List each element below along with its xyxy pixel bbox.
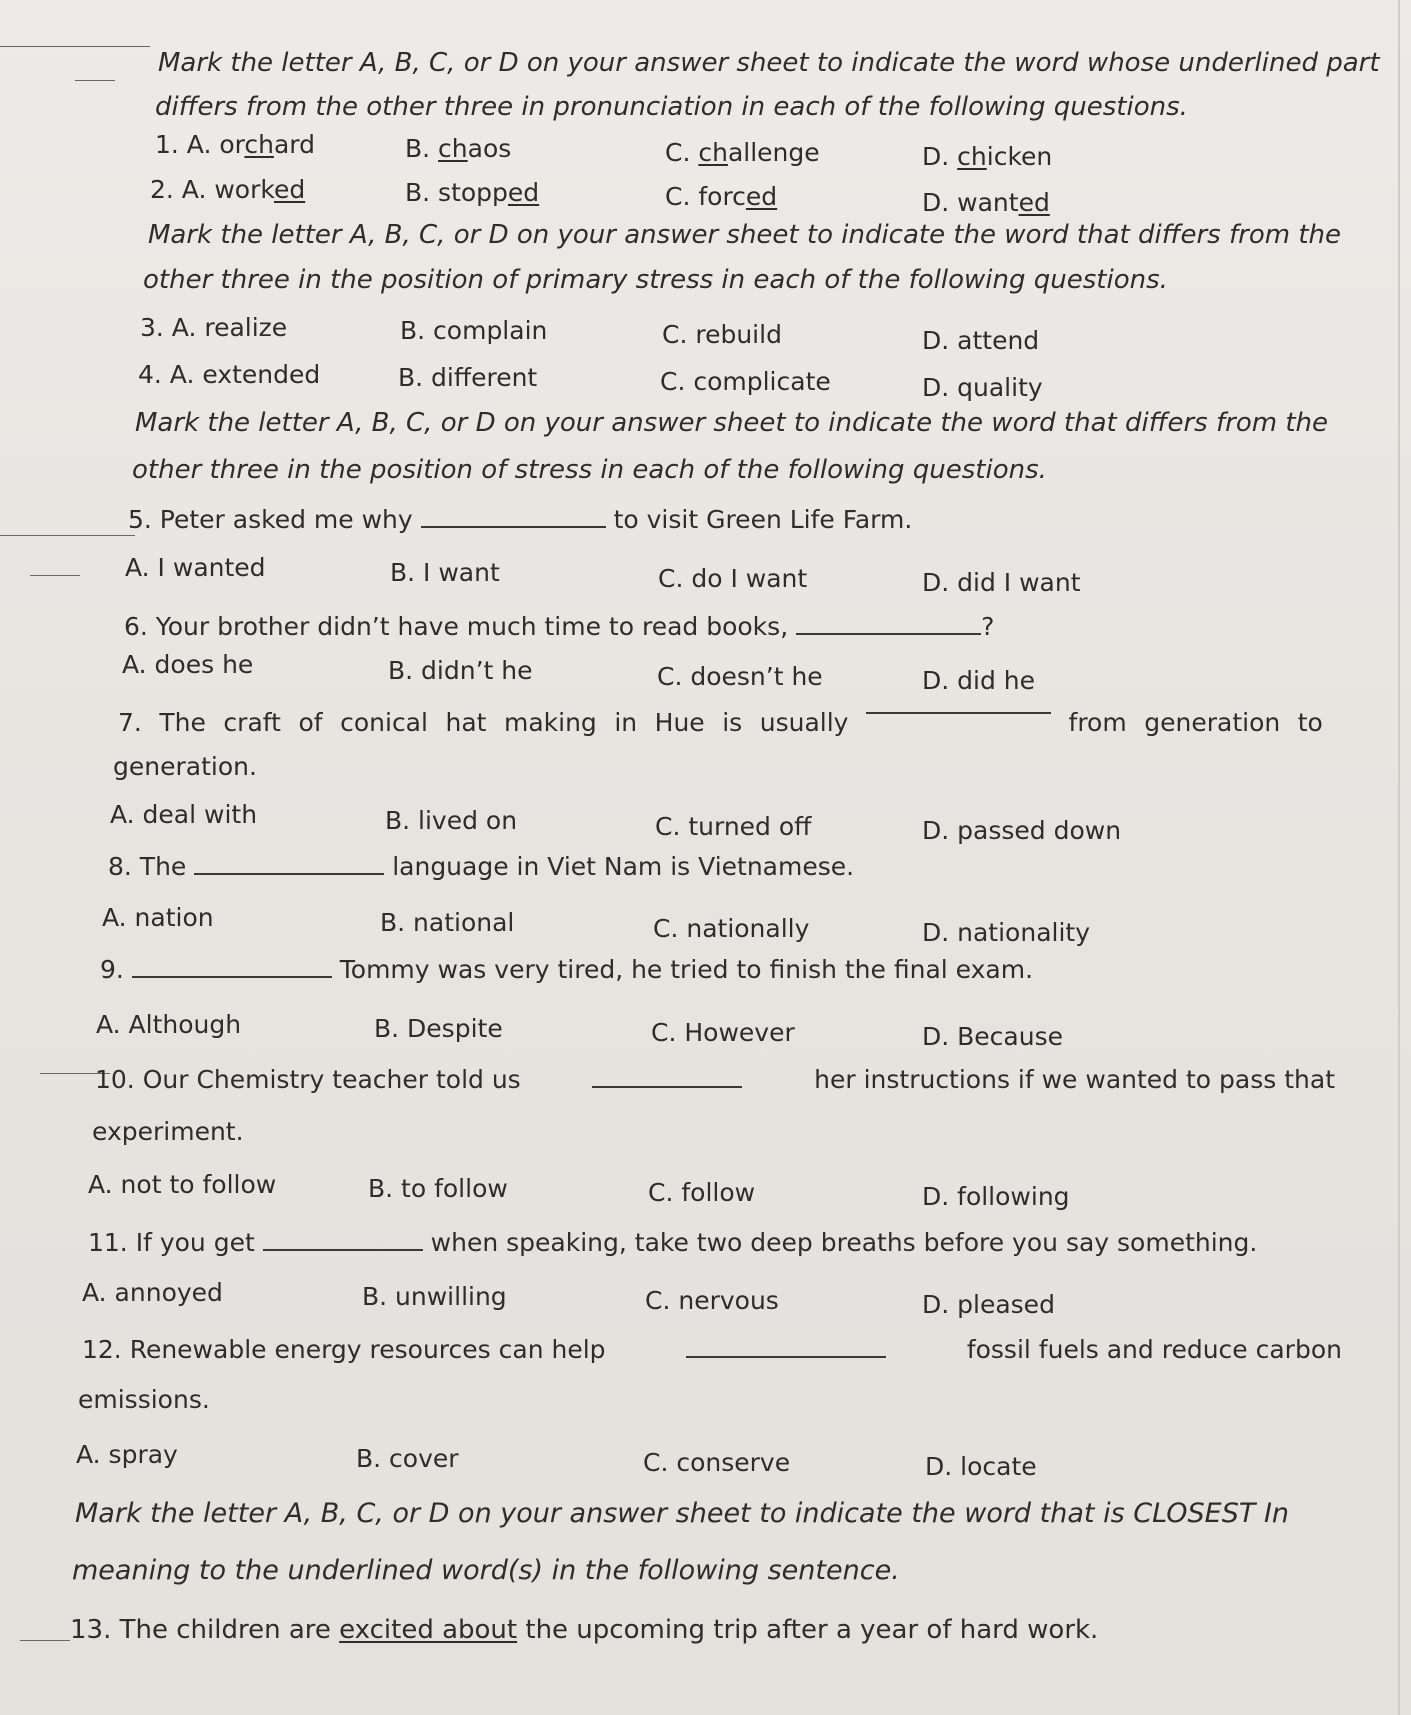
q3-option-b: B. complain [400, 316, 548, 345]
q7-stem: 7. The craft of conical hat making in Hue is usually from generation to [118, 708, 1323, 737]
q12-option-d: D. locate [925, 1452, 1037, 1481]
q1-option-d: D. chicken [922, 142, 1053, 171]
q2-option-b: B. stopped [405, 178, 540, 207]
q10-option-c: C. follow [648, 1178, 756, 1207]
q7-option-c: C. turned off [655, 812, 812, 841]
q4-option-b: B. different [398, 363, 538, 392]
q2-option-c: C. forced [665, 182, 778, 211]
q12-option-c: C. conserve [643, 1448, 791, 1477]
q8-option-a: A. nation [102, 903, 214, 932]
instruction-pronunciation-1: Mark the letter A, B, C, or D on your answer sheet to indicate the word whose underlined part [158, 48, 1380, 78]
q13-underlined-phrase: excited about [339, 1615, 518, 1645]
q9-option-b: B. Despite [374, 1014, 503, 1043]
q11-option-a: A. annoyed [82, 1278, 223, 1307]
q8-blank [194, 869, 384, 875]
q10-stem: 10. Our Chemistry teacher told us her instructions if we wanted to pass that [95, 1065, 1335, 1094]
q3-option-d: D. attend [922, 326, 1040, 355]
q1-option-b: B. chaos [405, 134, 512, 163]
q10-blank [592, 1082, 742, 1088]
page-edge [1398, 0, 1400, 1715]
q12-stem: 12. Renewable energy resources can help fossil fuels and reduce carbon [82, 1335, 1342, 1364]
q7-option-b: B. lived on [385, 806, 518, 835]
q5-option-b: B. I want [390, 558, 500, 587]
q8-option-d: D. nationality [922, 918, 1091, 947]
q11-stem: 11. If you get when speaking, take two deep breaths before you say something. [88, 1228, 1258, 1257]
q7-option-d: D. passed down [922, 816, 1122, 845]
q5-option-d: D. did I want [922, 568, 1081, 597]
instruction-pronunciation-2: differs from the other three in pronunciation in each of the following questions. [155, 92, 1188, 122]
q11-blank [263, 1245, 423, 1251]
instruction-stress2-2: other three in the position of stress in each of the following questions. [132, 455, 1047, 485]
q12-option-a: A. spray [76, 1440, 178, 1469]
q9-stem: 9. Tommy was very tired, he tried to finish the final exam. [100, 955, 1034, 984]
q5-option-a: A. I wanted [125, 553, 266, 582]
q4-option-d: D. quality [922, 373, 1043, 402]
q11-option-d: D. pleased [922, 1290, 1055, 1319]
margin-rule [75, 80, 115, 81]
q13-stem: 13. The children are excited about the upcoming trip after a year of hard work. [70, 1615, 1099, 1645]
q6-stem: 6. Your brother didn’t have much time to read books, ? [124, 612, 995, 641]
margin-rule [20, 1640, 70, 1641]
q12-option-b: B. cover [356, 1444, 459, 1473]
margin-rule [0, 535, 135, 536]
q12-stem-cont: emissions. [78, 1385, 210, 1414]
q5-option-c: C. do I want [658, 564, 808, 593]
instruction-closest-1: Mark the letter A, B, C, or D on your answer sheet to indicate the word that is CLOSEST In [75, 1498, 1290, 1529]
instruction-stress-2: other three in the position of primary stress in each of the following questions. [143, 265, 1168, 295]
q5-blank [421, 522, 606, 528]
q2-option-a: 2. A. worked [150, 175, 306, 204]
instruction-closest-2: meaning to the underlined word(s) in the following sentence. [72, 1555, 900, 1586]
q6-option-a: A. does he [122, 650, 254, 679]
q7-option-a: A. deal with [110, 800, 258, 829]
q10-stem-cont: experiment. [92, 1117, 244, 1146]
margin-rule [30, 575, 80, 576]
q10-option-d: D. following [922, 1182, 1070, 1211]
q9-blank [132, 972, 332, 978]
q8-stem: 8. The language in Viet Nam is Vietnamese. [108, 852, 855, 881]
q10-option-b: B. to follow [368, 1174, 508, 1203]
q2-option-d: D. wanted [922, 188, 1050, 217]
instruction-stress2-1: Mark the letter A, B, C, or D on your answer sheet to indicate the word that differs from the [135, 408, 1328, 438]
q6-option-b: B. didn’t he [388, 656, 533, 685]
q7-stem-cont: generation. [113, 752, 257, 781]
q6-option-d: D. did he [922, 666, 1036, 695]
q9-option-c: C. However [651, 1018, 795, 1047]
q7-blank [866, 708, 1051, 714]
q5-stem: 5. Peter asked me why to visit Green Life Farm. [128, 505, 913, 534]
q3-option-c: C. rebuild [662, 320, 782, 349]
q12-blank [686, 1352, 886, 1358]
margin-rule [0, 46, 150, 47]
q1-option-c: C. challenge [665, 138, 820, 167]
q6-blank [796, 629, 981, 635]
q10-option-a: A. not to follow [88, 1170, 277, 1199]
q8-option-b: B. national [380, 908, 515, 937]
q11-option-b: B. unwilling [362, 1282, 507, 1311]
instruction-stress-1: Mark the letter A, B, C, or D on your answer sheet to indicate the word that differs from the [148, 220, 1341, 250]
q8-option-c: C. nationally [653, 914, 810, 943]
q9-option-a: A. Although [96, 1010, 242, 1039]
q3-option-a: 3. A. realize [140, 313, 288, 342]
q11-option-c: C. nervous [645, 1286, 779, 1315]
q4-option-a: 4. A. extended [138, 360, 321, 389]
q4-option-c: C. complicate [660, 367, 831, 396]
q9-option-d: D. Because [922, 1022, 1063, 1051]
q6-option-c: C. doesn’t he [657, 662, 823, 691]
q1-option-a: 1. A. orchard [155, 130, 316, 159]
